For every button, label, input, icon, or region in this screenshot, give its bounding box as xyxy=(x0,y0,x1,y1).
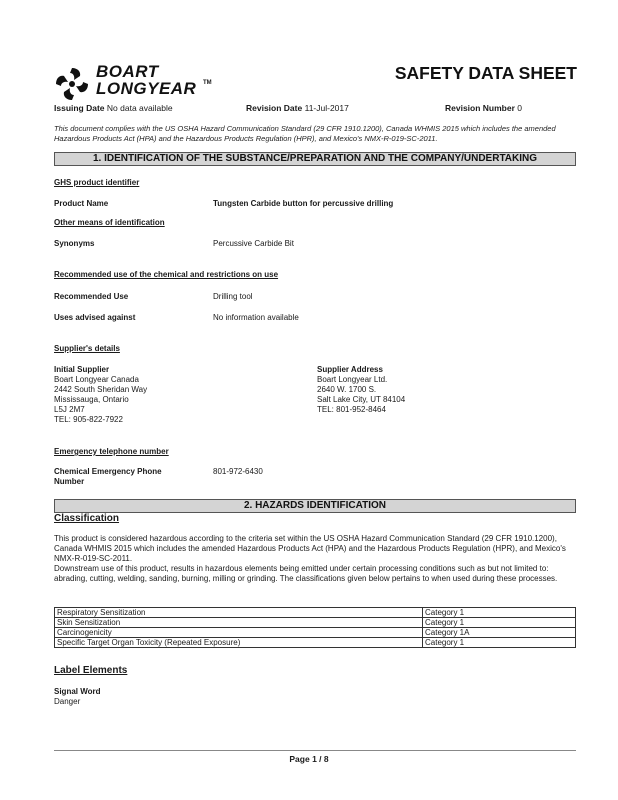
classification-paragraph-2: Downstream use of this product, results in hazardous elements being emitted under certain processing conditions such as but not limited to: abrading, cutting, welding, sanding, burning, milling or grinding. The classifications given below pertains to when used during these processes. xyxy=(54,564,558,583)
uses-advised-against-value: No information available xyxy=(213,313,299,322)
issuing-date xyxy=(54,103,173,113)
hazard-name-cell: Specific Target Organ Toxicity (Repeated Exposure) xyxy=(55,638,423,648)
issuing-date-label: Issuing Date xyxy=(54,103,105,113)
table-row xyxy=(55,608,576,618)
supplier-address-title: Supplier Address xyxy=(317,365,383,374)
supplier-address-line: 2640 W. 1700 S. xyxy=(317,385,377,394)
other-means-heading: Other means of identification xyxy=(54,218,165,227)
logo-trademark: TM xyxy=(203,80,212,86)
logo-wordmark xyxy=(96,63,196,97)
logo-line-2: LONGYEAR xyxy=(96,79,197,98)
revision-number-value: 0 xyxy=(517,103,523,113)
hazard-name-cell: Carcinogenicity xyxy=(55,628,423,638)
emergency-phone-label xyxy=(54,467,162,487)
initial-supplier-title: Initial Supplier xyxy=(54,365,110,374)
signal-word-label: Signal Word xyxy=(54,687,101,696)
page-number: Page 1 / 8 xyxy=(289,754,329,764)
hazard-category-cell: Category 1 xyxy=(423,608,576,618)
hazard-category-cell: Category 1 xyxy=(423,618,576,628)
recommended-use-heading: Recommended use of the chemical and restrictions on use xyxy=(54,270,279,279)
supplier-address-line: Salt Lake City, UT 84104 xyxy=(317,395,406,404)
revision-number xyxy=(445,103,522,113)
table-row xyxy=(55,618,576,628)
revision-number-label: Revision Number xyxy=(445,103,515,113)
synonyms-label: Synonyms xyxy=(54,239,95,248)
supplier-details-heading: Supplier's details xyxy=(54,344,120,353)
initial-supplier-line: 2442 South Sheridan Way xyxy=(54,385,148,394)
footer-divider xyxy=(54,750,576,751)
table-row xyxy=(55,638,576,648)
supplier-address-block xyxy=(317,365,405,415)
hazard-name-cell: Respiratory Sensitization xyxy=(55,608,423,618)
supplier-address-line: Boart Longyear Ltd. xyxy=(317,375,388,384)
document-title: SAFETY DATA SHEET xyxy=(394,63,577,83)
table-row xyxy=(55,628,576,638)
product-name-label: Product Name xyxy=(54,199,109,208)
hazard-category-cell: Category 1A xyxy=(423,628,576,638)
hazard-classification-table xyxy=(54,607,576,648)
revision-date-value: 11-Jul-2017 xyxy=(304,103,349,113)
classification-heading: Classification xyxy=(54,513,120,524)
initial-supplier-block xyxy=(54,365,147,425)
recommended-use-label: Recommended Use xyxy=(54,292,129,301)
hazard-category-cell: Category 1 xyxy=(423,638,576,648)
initial-supplier-line: L5J 2M7 xyxy=(54,405,85,414)
classification-paragraph-1: This product is considered hazardous according to the criteria set within the US OSHA Hazard Communication Standard (29 CFR 1910.1200), Canada WHMIS 2015 which includes the amended Hazardous Products Act (HPA) and the Hazardous Products Regulation (HPR), and Mexico's NMX-R-019-SC-2011. xyxy=(54,534,566,563)
supplier-address-line: TEL: 801-952-8464 xyxy=(317,405,386,414)
hazard-name-cell: Skin Sensitization xyxy=(55,618,423,628)
revision-date xyxy=(246,103,349,113)
recommended-use-value: Drilling tool xyxy=(213,292,253,301)
synonyms-value: Percussive Carbide Bit xyxy=(213,239,294,248)
uses-advised-against-label: Uses advised against xyxy=(54,313,136,322)
ghs-identifier-heading: GHS product identifier xyxy=(54,178,140,187)
section-2-header: 2. HAZARDS IDENTIFICATION xyxy=(54,499,576,513)
emergency-phone-label-line-2: Number xyxy=(54,477,85,486)
product-name-value: Tungsten Carbide button for percussive drilling xyxy=(213,199,394,208)
emergency-phone-label-line-1: Chemical Emergency Phone xyxy=(54,467,162,476)
initial-supplier-line: Mississauga, Ontario xyxy=(54,395,129,404)
logo-line-1: BOART xyxy=(96,62,159,81)
compliance-statement: This document complies with the US OSHA Hazard Communication Standard (29 CFR 1910.1200), Canada WHMIS 2015 which includes the amended Hazardous Products Act (HPA) and the Hazardous Products Regulation (HPR), and Mexico's NMX-R-019-SC-2011. xyxy=(54,124,556,143)
label-elements-heading: Label Elements xyxy=(54,665,128,676)
initial-supplier-line: Boart Longyear Canada xyxy=(54,375,139,384)
emergency-phone-value: 801-972-6430 xyxy=(213,467,263,476)
section-1-header: 1. IDENTIFICATION OF THE SUBSTANCE/PREPARATION AND THE COMPANY/UNDERTAKING xyxy=(54,152,576,166)
issuing-date-value: No data available xyxy=(106,103,173,113)
emergency-phone-heading: Emergency telephone number xyxy=(54,447,169,456)
initial-supplier-line: TEL: 905-822-7922 xyxy=(54,415,123,424)
signal-word-value: Danger xyxy=(54,697,81,706)
revision-date-label: Revision Date xyxy=(246,103,303,113)
boart-longyear-logo-icon xyxy=(54,66,90,102)
